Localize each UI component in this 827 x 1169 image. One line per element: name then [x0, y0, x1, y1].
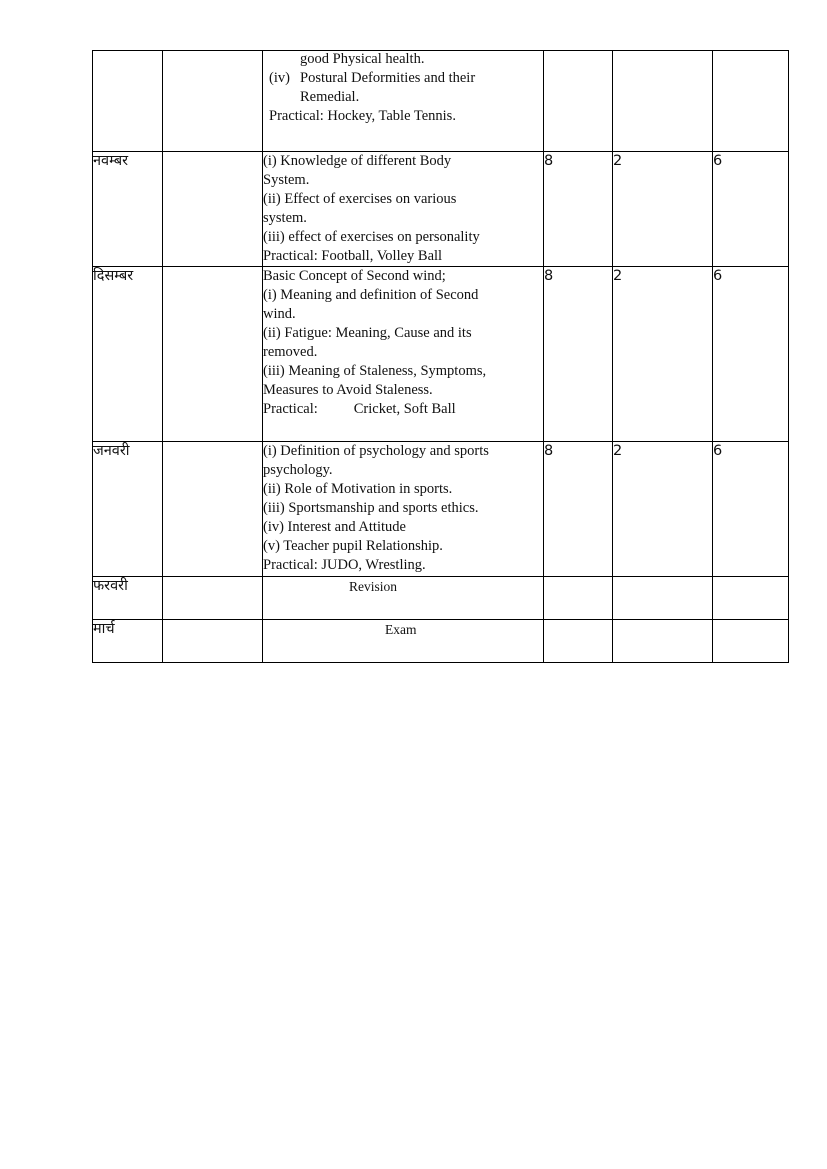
value-cell — [713, 577, 789, 620]
practical-value: Cricket, Soft Ball — [353, 401, 456, 417]
value-cell — [613, 577, 713, 620]
topic-cell — [263, 51, 544, 152]
table-row — [93, 442, 789, 577]
topic-line: (iii) Meaning of Staleness, Symptoms, — [263, 363, 487, 379]
topic-line: (ii) Fatigue: Meaning, Cause and its — [263, 325, 472, 341]
month-cell: जनवरी — [93, 442, 163, 577]
value-cell: 8 — [544, 267, 613, 442]
table-row — [93, 51, 789, 152]
topic-line: psychology. — [263, 462, 333, 478]
value-cell: 8 — [544, 442, 613, 577]
topic-line — [263, 400, 543, 419]
value-cell — [613, 620, 713, 663]
value-cell — [544, 577, 613, 620]
topic-line: (i) Knowledge of different Body — [263, 153, 452, 169]
month-cell: नवम्बर — [93, 152, 163, 267]
topic-cell — [263, 152, 544, 267]
topic-line: Exam — [385, 622, 417, 637]
value-cell: 2 — [613, 152, 713, 267]
month-cell — [93, 51, 163, 152]
blank-cell — [163, 577, 263, 620]
topic-line: (iii) Sportsmanship and sports ethics. — [263, 500, 479, 516]
topic-cell — [263, 577, 544, 620]
blank-cell — [163, 267, 263, 442]
topic-cell — [263, 620, 544, 663]
topic-line: Revision — [349, 579, 398, 594]
topic-line: removed. — [263, 344, 318, 360]
value-cell: 2 — [613, 267, 713, 442]
blank-cell — [163, 442, 263, 577]
month-cell: फरवरी — [93, 577, 163, 620]
topic-line: System. — [263, 172, 310, 188]
syllabus-table — [92, 50, 789, 663]
topic-line: (iii) effect of exercises on personality — [263, 229, 480, 245]
topic-line: (iv) Interest and Attitude — [263, 519, 406, 535]
topic-line: (i) Meaning and definition of Second — [263, 287, 479, 303]
table-row — [93, 620, 789, 663]
value-cell: 6 — [713, 152, 789, 267]
value-cell: 2 — [613, 442, 713, 577]
topic-line: Basic Concept of Second wind; — [263, 268, 446, 284]
practical-label: Practical: — [263, 401, 318, 417]
topic-line: good Physical health. — [300, 51, 425, 67]
value-cell — [713, 620, 789, 663]
value-cell: 6 — [713, 267, 789, 442]
table-row — [93, 152, 789, 267]
topic-line: Practical: Hockey, Table Tennis. — [269, 108, 456, 124]
topic-line — [263, 69, 543, 88]
blank-cell — [163, 51, 263, 152]
table-row — [93, 267, 789, 442]
topic-line: Practical: JUDO, Wrestling. — [263, 557, 426, 573]
topic-cell — [263, 267, 544, 442]
topic-line: (i) Definition of psychology and sports — [263, 443, 489, 459]
topic-line: Remedial. — [300, 89, 360, 105]
topic-line: system. — [263, 210, 307, 226]
topic-line-text: Postural Deformities and their — [300, 70, 476, 86]
value-cell — [544, 51, 613, 152]
topic-line: (ii) Effect of exercises on various — [263, 191, 457, 207]
blank-cell — [163, 620, 263, 663]
month-cell: दिसम्बर — [93, 267, 163, 442]
value-cell — [613, 51, 713, 152]
blank-cell — [163, 152, 263, 267]
table-row — [93, 577, 789, 620]
value-cell — [544, 620, 613, 663]
topic-cell — [263, 442, 544, 577]
topic-line: Practical: Football, Volley Ball — [263, 248, 443, 264]
month-cell: मार्च — [93, 620, 163, 663]
value-cell — [713, 51, 789, 152]
roman-numeral: (iv) — [269, 70, 290, 86]
value-cell: 6 — [713, 442, 789, 577]
topic-line: Measures to Avoid Staleness. — [263, 382, 433, 398]
value-cell: 8 — [544, 152, 613, 267]
topic-line: (v) Teacher pupil Relationship. — [263, 538, 443, 554]
topic-line: wind. — [263, 306, 296, 322]
topic-line: (ii) Role of Motivation in sports. — [263, 481, 453, 497]
